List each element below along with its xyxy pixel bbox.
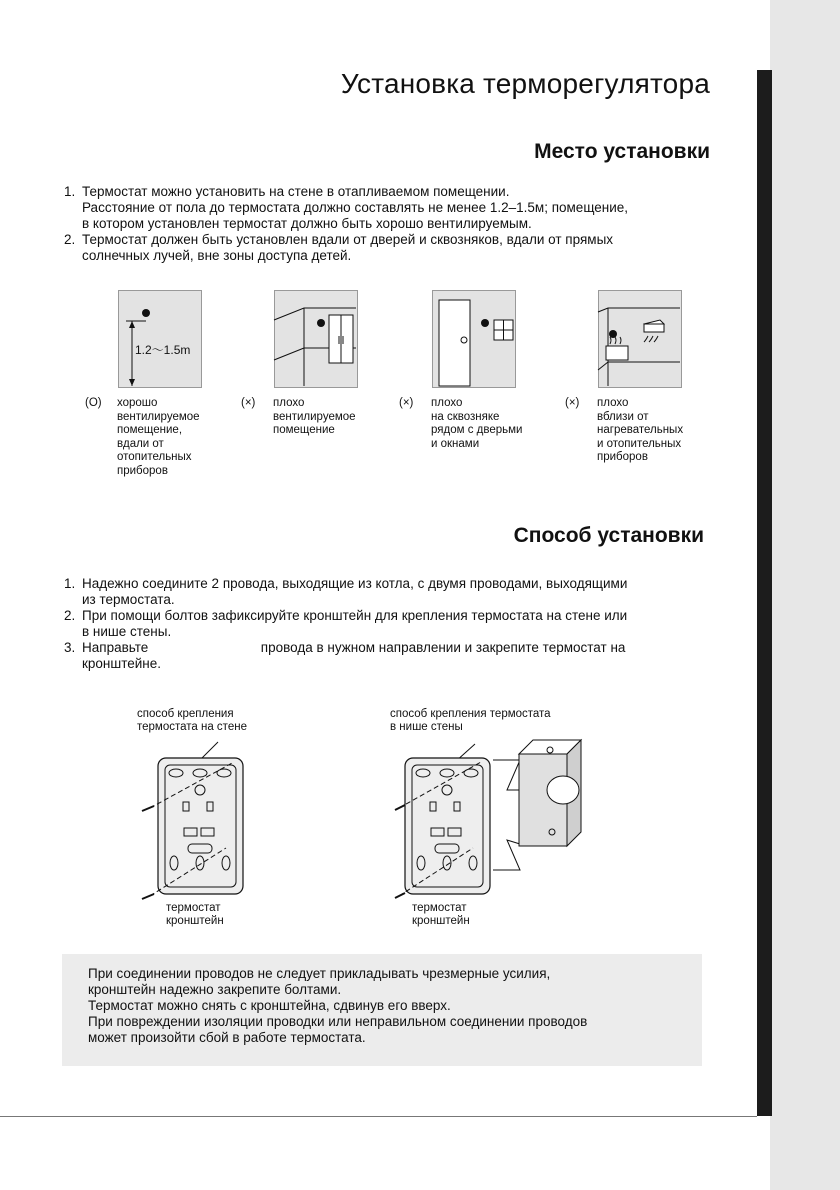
placement-list [64, 184, 724, 264]
niche-mount-bottom-label: термостат кронштейн [412, 902, 470, 927]
page-side-margin [770, 0, 840, 1190]
wall-mount-bottom-label: термостат кронштейн [166, 902, 224, 927]
warning-note-text: При соединении проводов не следует прикладывать чрезмерные усилия, кронштейн надежно закрепите болтами. Термостат можно снять с кронштейна, сдвинув его вверх. При повреждении изоляции проводки или неправильном соединении проводов может произойти сбой в работе термостата. [88, 966, 588, 1045]
height-diagram [118, 290, 202, 388]
niche-mount-label: способ крепления термостата в нише стены [390, 708, 551, 733]
heater-diagram [598, 290, 682, 388]
wall-bracket-diagram [140, 720, 260, 900]
caption-poor-ventilation: (×) плохо вентилируемое помещение [241, 397, 356, 436]
page-edge-bar [757, 70, 772, 1116]
list-item: 3. Направьте провода в нужном направлении и закрепите термостат на кронштейне. [64, 640, 626, 671]
caption-draught: (×) плохо на сквозняке рядом с дверьми и окнами [399, 397, 523, 450]
caption-good: (O) хорошо вентилируемое помещение, вдали от отопительных приборов [85, 397, 200, 477]
method-heading: Способ установки [513, 524, 704, 547]
page-bottom-rule [0, 1116, 757, 1117]
door-window-diagram [432, 290, 516, 388]
list-item: 2. При помощи болтов зафиксируйте кронштейн для крепления термостата на стене или в нише стены. [64, 608, 628, 639]
placement-heading: Место установки [534, 140, 710, 163]
method-list [64, 576, 724, 672]
caption-heaters: (×) плохо вблизи от нагревательных и отопительных приборов [565, 397, 684, 463]
list-item: 1. Надежно соедините 2 провода, выходящие из котла, с двумя проводами, выходящими из термостата. [64, 576, 628, 607]
room-corner-diagram [274, 290, 358, 388]
niche-bracket-diagram [395, 720, 595, 900]
list-item: 2. Термостат должен быть установлен вдали от дверей и сквозняков, вдали от прямых солнечных лучей, вне зоны доступа детей. [64, 232, 614, 263]
page-title: Установка терморегулятора [340, 68, 710, 99]
list-item: 1. Термостат можно установить на стене в отапливаемом помещении. Расстояние от пола до термостата должно составлять не менее 1.2–1.5м; помещение, в котором установлен термостат должно быть хорошо вентилируемым. [64, 184, 629, 231]
wall-mount-label: способ крепления термостата на стене [137, 708, 247, 733]
height-label: 1.2～1.5m [135, 343, 191, 357]
